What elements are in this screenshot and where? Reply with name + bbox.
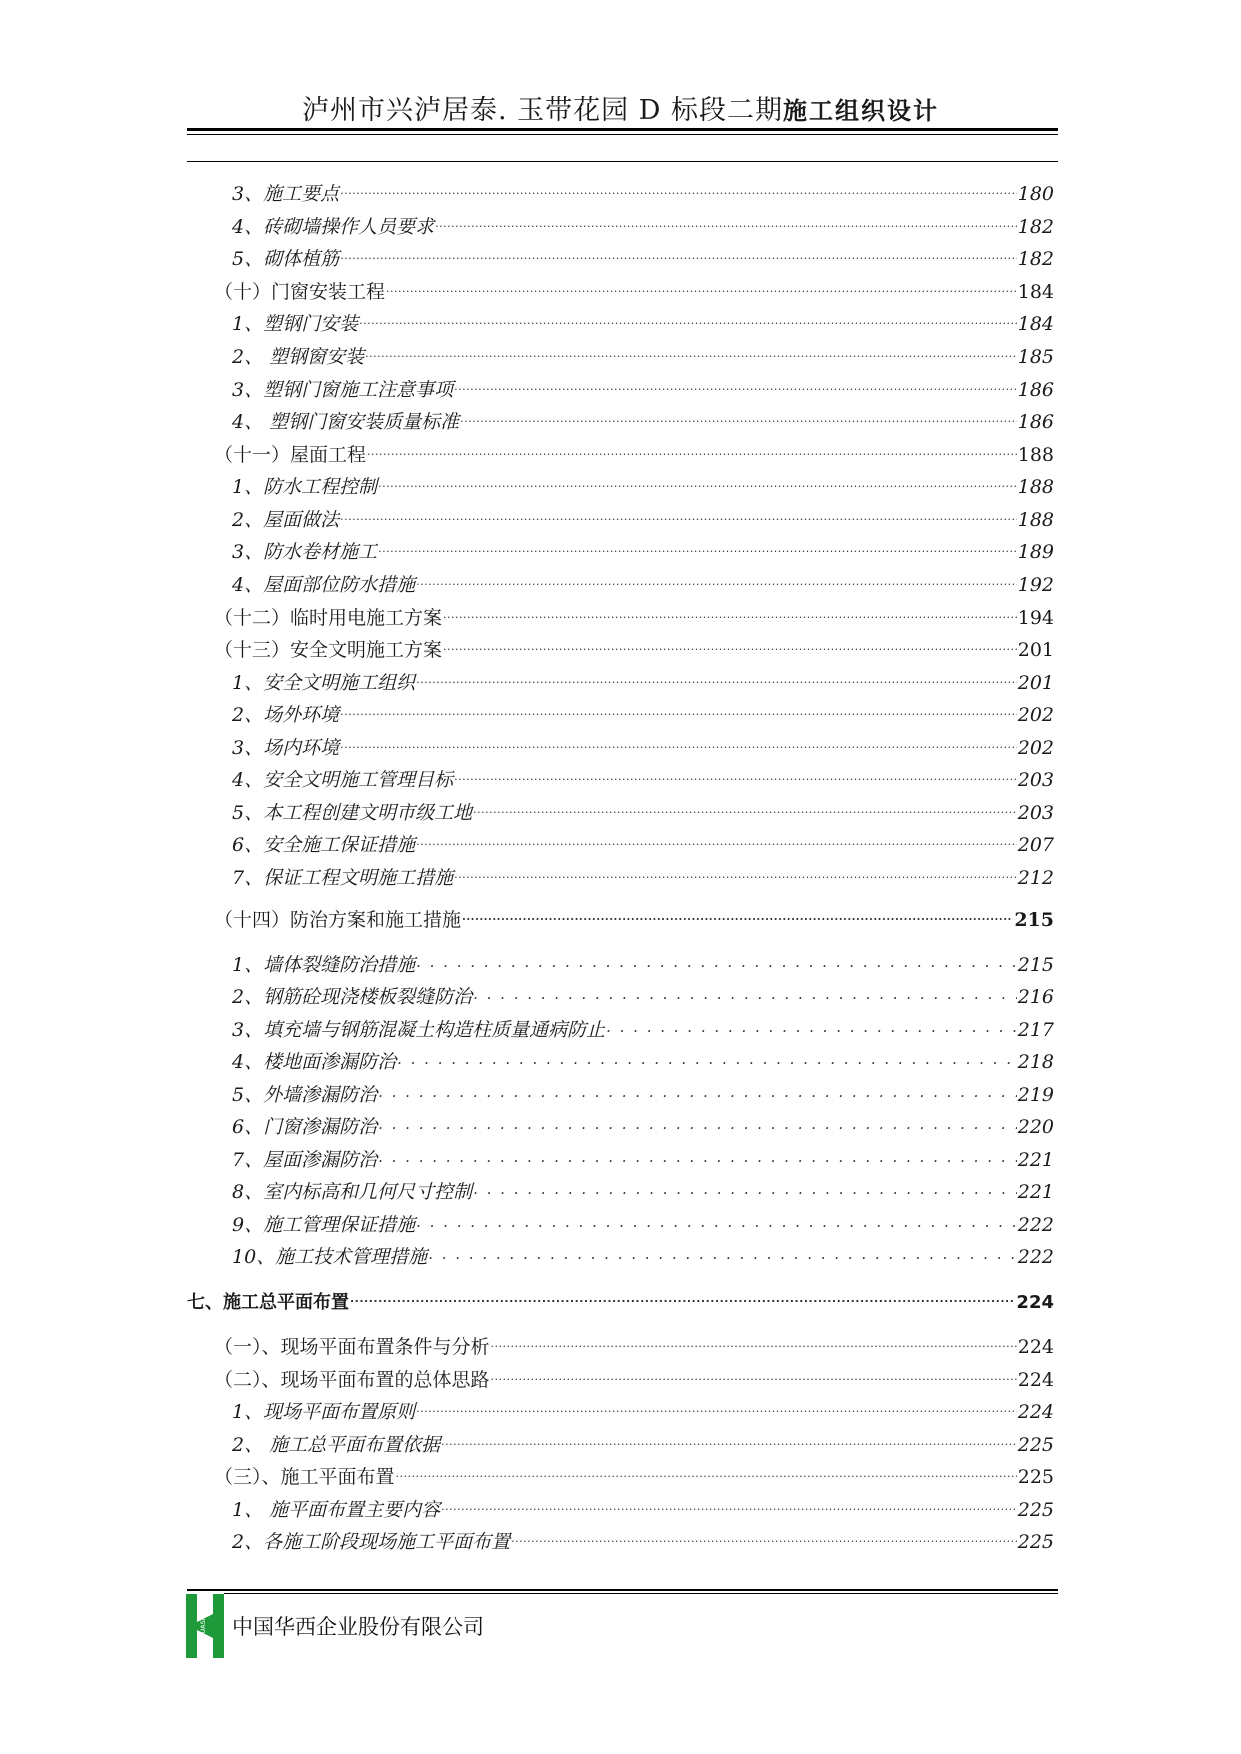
toc-entry-page: 202 (1017, 737, 1054, 759)
toc-entry-label: 5、本工程创建文明市级工地 (232, 802, 473, 824)
toc-entry-label: 3、施工要点 (232, 183, 340, 205)
page-header-title (0, 88, 1241, 127)
toc-entry-page: 188 (1017, 509, 1054, 531)
toc-entry-page: 218 (1017, 1051, 1054, 1073)
toc-entry-label: （三）、施工平面布置 (214, 1466, 395, 1488)
toc-entry-page: 225 (1017, 1466, 1054, 1488)
toc-dot-leader (340, 726, 1017, 754)
toc-dot-leader (462, 898, 1013, 926)
toc-entry-label: 3、塑钢门窗施工注意事项 (232, 379, 454, 401)
toc-entry-page: 194 (1017, 607, 1054, 629)
logo-text: HUASHI (199, 1613, 207, 1639)
toc-entry[interactable] (187, 1280, 1054, 1313)
toc-entry-page: 207 (1017, 834, 1054, 856)
header-rule-lower (187, 161, 1058, 162)
toc-dot-leader (473, 791, 1017, 819)
toc-dot-leader (378, 465, 1017, 493)
toc-entry-label: 2、场外环境 (232, 704, 340, 726)
huashi-logo-icon (186, 1594, 224, 1658)
toc-entry-page: 224 (1017, 1369, 1054, 1391)
toc-entry-page: 185 (1017, 346, 1054, 368)
toc-entry-label: 5、外墙渗漏防治 (232, 1084, 378, 1106)
toc-dot-leader (454, 368, 1017, 396)
footer-company-name: 中国华西企业股份有限公司 (232, 1615, 484, 1639)
toc-entry-page: 222 (1017, 1214, 1054, 1236)
toc-entry-page: 202 (1017, 704, 1054, 726)
toc-entry-page: 201 (1017, 639, 1054, 661)
toc-entry[interactable] (232, 661, 1054, 694)
toc-entry[interactable] (232, 1138, 1054, 1171)
toc-entry-label: 4、安全文明施工管理目标 (232, 769, 454, 791)
toc-dot-leader (386, 270, 1017, 298)
toc-dot-leader (491, 1325, 1017, 1353)
toc-entry-page: 215 (1017, 954, 1054, 976)
toc-entry-page: 186 (1017, 411, 1054, 433)
toc-entry-label: （十二）临时用电施工方案 (214, 607, 443, 629)
header-rule-thick (187, 128, 1058, 131)
toc-entry-label: 7、屋面渗漏防治 (232, 1149, 378, 1171)
toc-entry-page: 219 (1017, 1084, 1054, 1106)
toc-entry[interactable] (232, 791, 1054, 824)
toc-entry-label: 8、室内标高和几何尺寸控制 (232, 1181, 473, 1203)
toc-dot-leader (416, 823, 1017, 851)
toc-entry-label: 6、门窗渗漏防治 (232, 1116, 378, 1138)
toc-entry[interactable] (232, 237, 1054, 270)
toc-entry-label: 七、施工总平面布置 (187, 1292, 349, 1313)
toc-entry-label: （十三）安全文明施工方案 (214, 639, 443, 661)
toc-entry[interactable] (214, 628, 1054, 661)
toc-entry-label: （十）门窗安装工程 (214, 281, 386, 303)
toc-entry-page: 188 (1017, 444, 1054, 466)
toc-entry[interactable] (232, 335, 1054, 368)
header-rule-thin (187, 134, 1058, 135)
toc-entry[interactable] (232, 400, 1054, 433)
toc-entry[interactable] (214, 898, 1054, 931)
toc-entry-page: 221 (1017, 1149, 1054, 1171)
toc-dot-leader (396, 1455, 1017, 1483)
toc-entry[interactable] (232, 205, 1054, 238)
toc-dot-leader (473, 975, 1017, 1003)
toc-dot-leader (378, 530, 1017, 558)
toc-entry-page: 225 (1017, 1499, 1054, 1521)
toc-entry[interactable] (232, 498, 1054, 531)
toc-entry-page: 203 (1017, 802, 1054, 824)
toc-entry[interactable] (232, 975, 1054, 1008)
toc-entry-page: 182 (1017, 216, 1054, 238)
toc-dot-leader (359, 302, 1017, 330)
toc-entry[interactable] (232, 693, 1054, 726)
toc-dot-leader (416, 563, 1017, 591)
toc-entry-label: 1、塑钢门安装 (232, 313, 359, 335)
toc-entry-label: 7、保证工程文明施工措施 (232, 867, 454, 889)
toc-entry-label: （一）、现场平面布置条件与分析 (214, 1336, 490, 1358)
toc-entry-label: 2、 塑钢窗安装 (232, 346, 365, 368)
toc-entry-label: 9、施工管理保证措施 (232, 1214, 416, 1236)
toc-entry[interactable] (214, 1455, 1054, 1488)
toc-entry-label: 2、 施工总平面布置依据 (232, 1434, 441, 1456)
toc-entry-label: 6、安全施工保证措施 (232, 834, 416, 856)
toc-entry-label: （十一）屋面工程 (214, 444, 367, 466)
toc-entry-label: （十四）防治方案和施工措施 (214, 909, 462, 931)
toc-entry[interactable] (232, 943, 1054, 976)
header-title-suffix: 施工组织设计 (782, 97, 939, 125)
toc-entry-page: 220 (1017, 1116, 1054, 1138)
toc-dot-leader (340, 172, 1017, 200)
toc-dot-leader (340, 693, 1017, 721)
toc-entry[interactable] (214, 1358, 1054, 1391)
header-title-main: 泸州市兴泸居泰. 玉带花园 D 标段二期 (302, 95, 783, 126)
toc-entry[interactable] (232, 856, 1054, 889)
toc-entry[interactable] (214, 596, 1054, 629)
toc-entry-page: 201 (1017, 672, 1054, 694)
toc-entry-page: 221 (1017, 1181, 1054, 1203)
toc-entry-page: 184 (1017, 281, 1054, 303)
toc-entry-label: （二）、现场平面布置的总体思路 (214, 1369, 490, 1391)
toc-entry-label: 2、各施工阶段现场施工平面布置 (232, 1531, 511, 1553)
toc-dot-leader (378, 1105, 1017, 1133)
toc-entry-page: 222 (1017, 1246, 1054, 1268)
toc-entry[interactable] (232, 1520, 1054, 1553)
toc-entry-page: 225 (1017, 1434, 1054, 1456)
toc-entry[interactable] (232, 823, 1054, 856)
toc-entry[interactable] (232, 1073, 1054, 1106)
toc-dot-leader (511, 1520, 1017, 1548)
toc-dot-leader (378, 1138, 1017, 1166)
toc-entry[interactable] (232, 1488, 1054, 1521)
toc-dot-leader (340, 237, 1017, 265)
toc-entry[interactable] (232, 1040, 1054, 1073)
toc-dot-leader (435, 205, 1017, 233)
toc-entry-page: 203 (1017, 769, 1054, 791)
toc-dot-leader (473, 1170, 1017, 1198)
toc-entry-page: 215 (1014, 909, 1054, 931)
toc-dot-leader (416, 1390, 1017, 1418)
toc-entry-label: 1、 施平面布置主要内容 (232, 1499, 441, 1521)
toc-dot-leader (454, 758, 1017, 786)
footer-rule-thin (224, 1593, 1058, 1594)
toc-entry-page: 212 (1017, 867, 1054, 889)
toc-entry-page: 224 (1017, 1336, 1054, 1358)
footer-rule-thick (187, 1589, 1058, 1591)
toc-entry-label: 3、防水卷材施工 (232, 541, 378, 563)
toc-entry[interactable] (232, 172, 1054, 205)
toc-entry-label: 1、墙体裂缝防治措施 (232, 954, 416, 976)
toc-entry-label: 1、现场平面布置原则 (232, 1401, 416, 1423)
toc-entry[interactable] (232, 1390, 1054, 1423)
toc-entry[interactable] (214, 433, 1054, 466)
toc-dot-leader (441, 1488, 1017, 1516)
toc-entry[interactable] (232, 1105, 1054, 1138)
toc-entry[interactable] (232, 465, 1054, 498)
toc-dot-leader (340, 498, 1017, 526)
toc-dot-leader (441, 1423, 1017, 1451)
toc-dot-leader (365, 335, 1017, 363)
toc-dot-leader (606, 1008, 1017, 1036)
toc-entry-label: 4、 塑钢门窗安装质量标准 (232, 411, 460, 433)
toc-dot-leader (460, 400, 1017, 428)
toc-dot-leader (454, 856, 1017, 884)
toc-dot-leader (397, 1040, 1017, 1068)
toc-entry-label: 5、砌体植筋 (232, 248, 340, 270)
toc-entry[interactable] (232, 563, 1054, 596)
toc-entry[interactable] (232, 368, 1054, 401)
toc-entry-label: 1、安全文明施工组织 (232, 672, 416, 694)
toc-entry-page: 224 (1016, 1292, 1054, 1313)
toc-entry[interactable] (232, 302, 1054, 335)
toc-entry[interactable] (232, 1423, 1054, 1456)
toc-entry-page: 186 (1017, 379, 1054, 401)
toc-entry-label: 4、楼地面渗漏防治 (232, 1051, 397, 1073)
toc-entry-label: 3、填充墙与钢筋混凝土构造柱质量通病防止 (232, 1019, 606, 1041)
toc-entry[interactable] (232, 1235, 1054, 1268)
toc-dot-leader (443, 628, 1017, 656)
toc-entry-label: 4、屋面部位防水措施 (232, 574, 416, 596)
toc-entry-page: 192 (1017, 574, 1054, 596)
toc-entry-page: 180 (1017, 183, 1054, 205)
toc-entry[interactable] (232, 530, 1054, 563)
toc-dot-leader (350, 1280, 1015, 1308)
toc-entry-page: 216 (1017, 986, 1054, 1008)
toc-entry-page: 189 (1017, 541, 1054, 563)
toc-dot-leader (428, 1235, 1017, 1263)
toc-entry-label: 3、场内环境 (232, 737, 340, 759)
toc-entry[interactable] (232, 1170, 1054, 1203)
toc-dot-leader (378, 1073, 1017, 1101)
toc-entry-label: 2、钢筋砼现浇楼板裂缝防治 (232, 986, 473, 1008)
toc-entry-page: 184 (1017, 313, 1054, 335)
toc-entry[interactable] (232, 1203, 1054, 1236)
toc-entry-page: 182 (1017, 248, 1054, 270)
toc-entry[interactable] (214, 270, 1054, 303)
toc-entry-label: 2、屋面做法 (232, 509, 340, 531)
toc-entry-page: 188 (1017, 476, 1054, 498)
toc-entry[interactable] (232, 1008, 1054, 1041)
toc-entry-label: 10、施工技术管理措施 (232, 1246, 428, 1268)
toc-entry-label: 4、砖砌墙操作人员要求 (232, 216, 435, 238)
toc-entry[interactable] (214, 1325, 1054, 1358)
toc-dot-leader (491, 1358, 1017, 1386)
toc-entry[interactable] (232, 758, 1054, 791)
toc-entry-label: 1、防水工程控制 (232, 476, 378, 498)
toc-entry-page: 217 (1017, 1019, 1054, 1041)
toc-dot-leader (416, 661, 1017, 689)
toc-dot-leader (416, 1203, 1017, 1231)
toc-dot-leader (416, 943, 1017, 971)
toc-entry-page: 225 (1017, 1531, 1054, 1553)
toc-dot-leader (443, 596, 1017, 624)
toc-dot-leader (367, 433, 1017, 461)
toc-entry-page: 224 (1017, 1401, 1054, 1423)
toc-entry[interactable] (232, 726, 1054, 759)
